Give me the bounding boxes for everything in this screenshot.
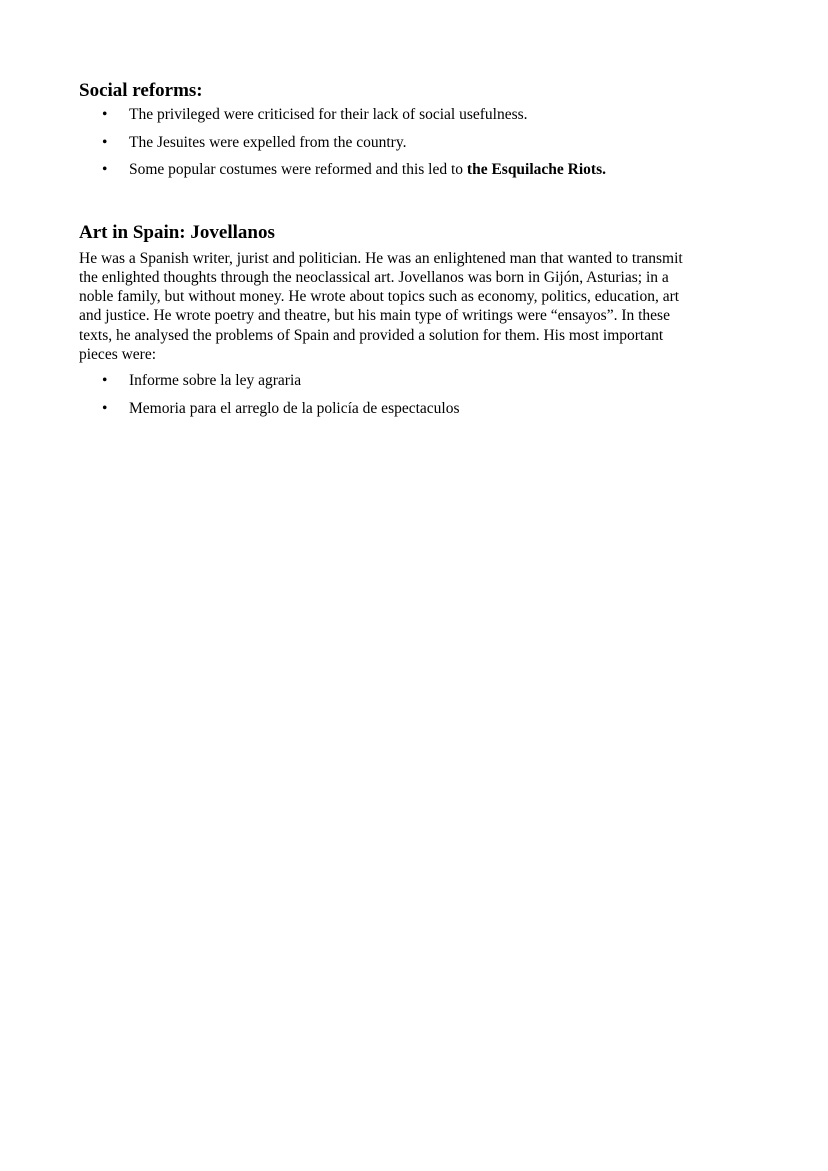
list-item-text: Informe sobre la ley agraria — [129, 372, 302, 390]
list-item-bold-text: the Esquilache Riots. — [466, 161, 606, 178]
bullet-icon: • — [102, 106, 108, 123]
bullet-icon: • — [102, 161, 108, 178]
paragraph-line: noble family, but without money. He wrote about topics such as economy, politics, education, art — [79, 288, 680, 306]
section-title-art-in-spain: Art in Spain: Jovellanos — [79, 221, 275, 243]
paragraph-line: and justice. He wrote poetry and theatre, but his main type of writings were “ensayos”. In these — [79, 307, 670, 325]
paragraph-line: texts, he analysed the problems of Spain and provided a solution for them. His most important — [79, 326, 664, 344]
list-item-text: Memoria para el arreglo de la policía de espectaculos — [129, 399, 460, 417]
jovellanos-paragraph — [79, 249, 739, 365]
bullet-icon: • — [102, 372, 108, 390]
list-item — [79, 372, 828, 390]
section-title-social-reforms: Social reforms: — [79, 80, 203, 101]
list-item-text: The privileged were criticised for their lack of social usefulness. — [129, 106, 528, 123]
paragraph-line: He was a Spanish writer, jurist and politician. He was an enlightened man that wanted to transmit — [79, 249, 683, 267]
bullet-icon: • — [102, 399, 108, 417]
list-item — [79, 400, 828, 418]
list-item-text: Some popular costumes were reformed and this led to — [129, 161, 467, 178]
jovellanos-works-list — [79, 372, 828, 418]
list-item — [79, 106, 828, 124]
list-item — [79, 161, 828, 179]
paragraph-line: pieces were: — [79, 345, 157, 363]
paragraph-line: the enlighted thoughts through the neoclassical art. Jovellanos was born in Gijón, Asturias; in a — [79, 268, 669, 286]
list-item — [79, 134, 828, 152]
social-reforms-list — [79, 106, 828, 179]
bullet-icon: • — [102, 133, 108, 151]
list-item-text: The Jesuites were expelled from the country. — [129, 133, 407, 151]
